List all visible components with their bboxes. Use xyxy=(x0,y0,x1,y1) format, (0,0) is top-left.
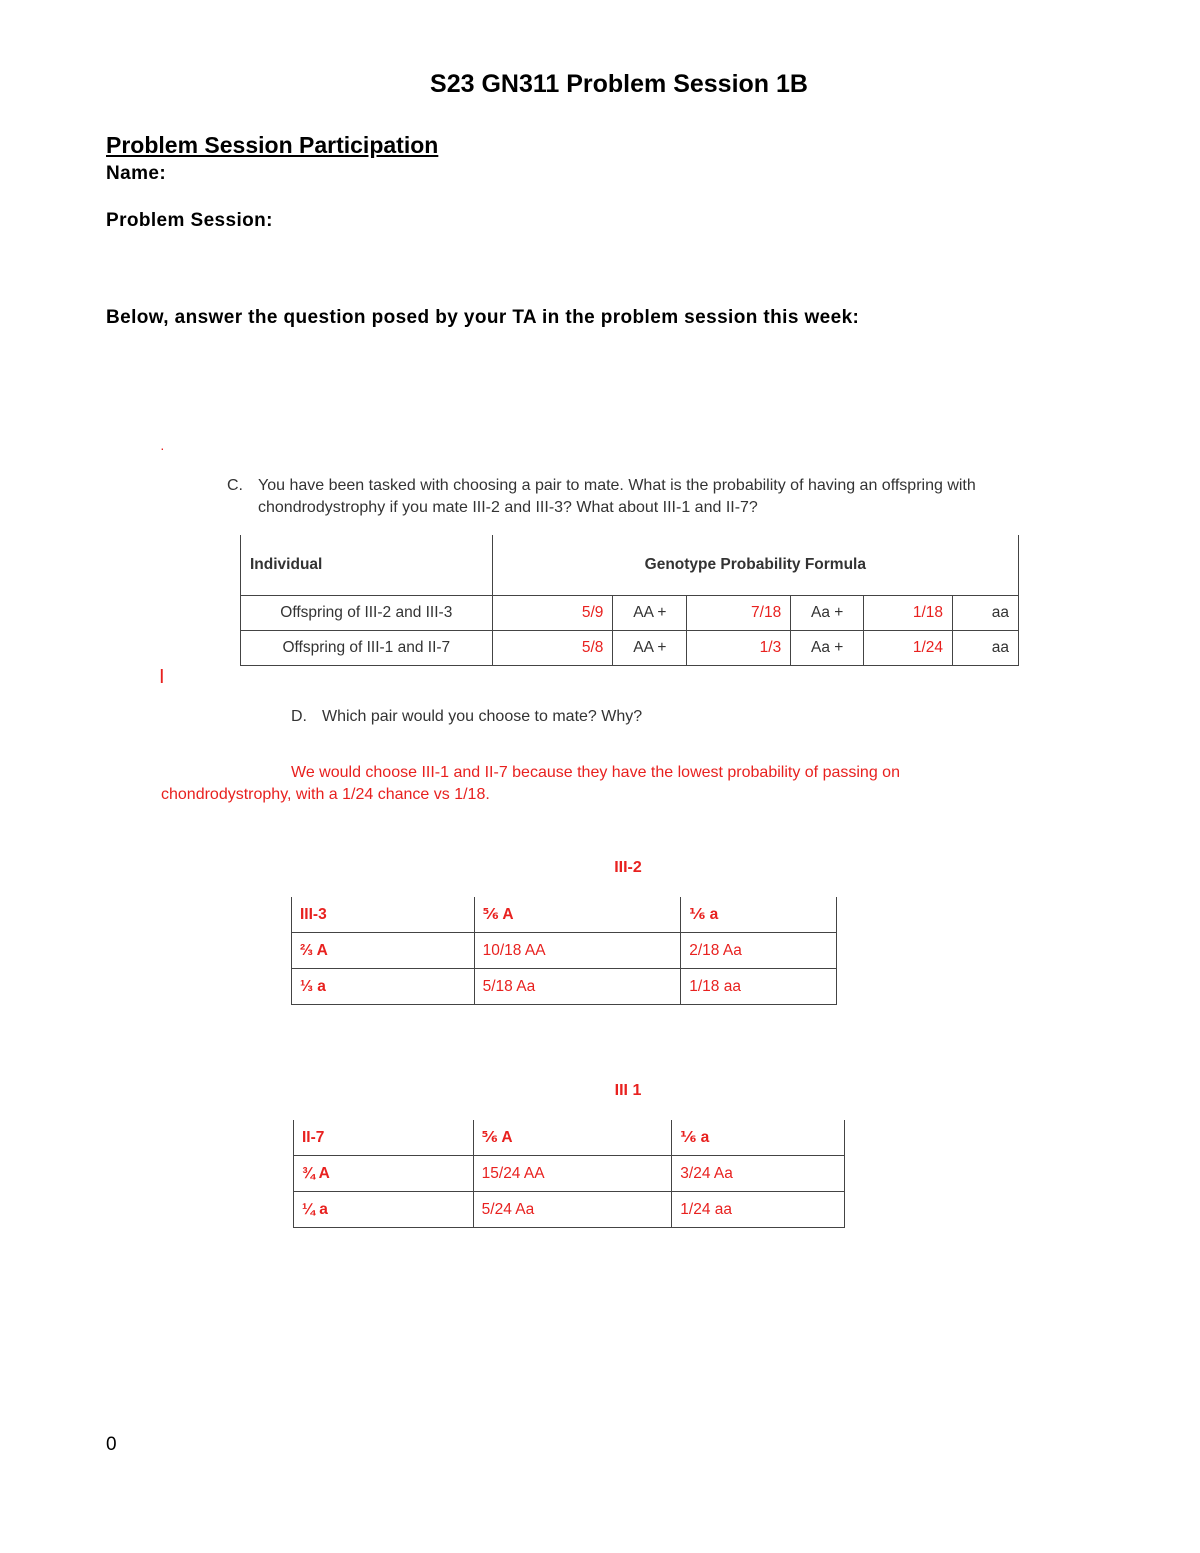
prob-Aa: 7/18 xyxy=(687,596,791,631)
table-row xyxy=(294,1156,845,1192)
question-c-line-2: chondrodystrophy if you mate III-2 and III-3? What about III-1 and II-7? xyxy=(258,499,758,516)
table-row xyxy=(292,897,837,933)
table-row xyxy=(241,596,1019,631)
punnett-2-title: III 1 xyxy=(614,1082,642,1099)
label-AA: AA + xyxy=(613,631,687,666)
question-d-letter: D. xyxy=(291,708,307,725)
stray-dot: · xyxy=(160,440,165,456)
name-label: Name: xyxy=(106,163,167,184)
prob-aa: 1/18 xyxy=(864,596,953,631)
punnett-cell: ⅓ a xyxy=(292,969,475,1005)
punnett-cell: ¼ a xyxy=(294,1192,474,1228)
row-individual: Offspring of III-2 and III-3 xyxy=(241,596,493,631)
table-row xyxy=(294,1120,845,1156)
genotype-probability-table xyxy=(240,535,1019,666)
label-aa: aa xyxy=(953,631,1019,666)
punnett-cell: ¾ A xyxy=(294,1156,474,1192)
section-heading: Problem Session Participation xyxy=(106,132,439,158)
punnett-cell: ⅙ a xyxy=(672,1120,845,1156)
header-individual: Individual xyxy=(241,535,493,596)
question-d-text: Which pair would you choose to mate? Why? xyxy=(322,708,643,725)
punnett-cell: ⅚ A xyxy=(473,1120,672,1156)
punnett-cell: ⅙ a xyxy=(681,897,837,933)
text-cursor-mark: I xyxy=(159,666,165,688)
punnett-cell: 5/18 Aa xyxy=(474,969,681,1005)
label-AA: AA + xyxy=(613,596,687,631)
label-aa: aa xyxy=(953,596,1019,631)
table-row xyxy=(241,631,1019,666)
punnett-square-2 xyxy=(293,1120,845,1228)
header-genotype-formula: Genotype Probability Formula xyxy=(492,535,1018,596)
table-row xyxy=(292,969,837,1005)
punnett-cell: III-3 xyxy=(292,897,475,933)
punnett-cell: 3/24 Aa xyxy=(672,1156,845,1192)
instruction-text: Below, answer the question posed by your TA in the problem session this week: xyxy=(106,307,860,328)
punnett-cell: ⅔ A xyxy=(292,933,475,969)
prob-AA: 5/9 xyxy=(492,596,613,631)
prob-Aa: 1/3 xyxy=(687,631,791,666)
question-c-line-1: You have been tasked with choosing a pair to mate. What is the probability of having an offspring with xyxy=(258,477,976,494)
row-individual: Offspring of III-1 and II-7 xyxy=(241,631,493,666)
punnett-1-title: III-2 xyxy=(614,859,642,876)
answer-line-1: We would choose III-1 and II-7 because they have the lowest probability of passing on xyxy=(291,764,900,781)
punnett-cell: 15/24 AA xyxy=(473,1156,672,1192)
page-number: 0 xyxy=(106,1434,117,1455)
label-Aa: Aa + xyxy=(791,596,864,631)
prob-AA: 5/8 xyxy=(492,631,613,666)
table-row xyxy=(294,1192,845,1228)
table-header-row xyxy=(241,535,1019,596)
punnett-cell: 2/18 Aa xyxy=(681,933,837,969)
punnett-cell: ⅚ A xyxy=(474,897,681,933)
table-row xyxy=(292,933,837,969)
label-Aa: Aa + xyxy=(791,631,864,666)
document-title: S23 GN311 Problem Session 1B xyxy=(430,70,808,98)
punnett-cell: 1/18 aa xyxy=(681,969,837,1005)
problem-session-label: Problem Session: xyxy=(106,210,273,231)
question-c-text xyxy=(258,475,1078,519)
question-c-letter: C. xyxy=(227,477,243,494)
prob-aa: 1/24 xyxy=(864,631,953,666)
punnett-cell: 1/24 aa xyxy=(672,1192,845,1228)
punnett-square-1 xyxy=(291,897,837,1005)
punnett-cell: 10/18 AA xyxy=(474,933,681,969)
answer-line-2: chondrodystrophy, with a 1/24 chance vs 1/18. xyxy=(161,786,490,803)
punnett-cell: 5/24 Aa xyxy=(473,1192,672,1228)
punnett-cell: II-7 xyxy=(294,1120,474,1156)
